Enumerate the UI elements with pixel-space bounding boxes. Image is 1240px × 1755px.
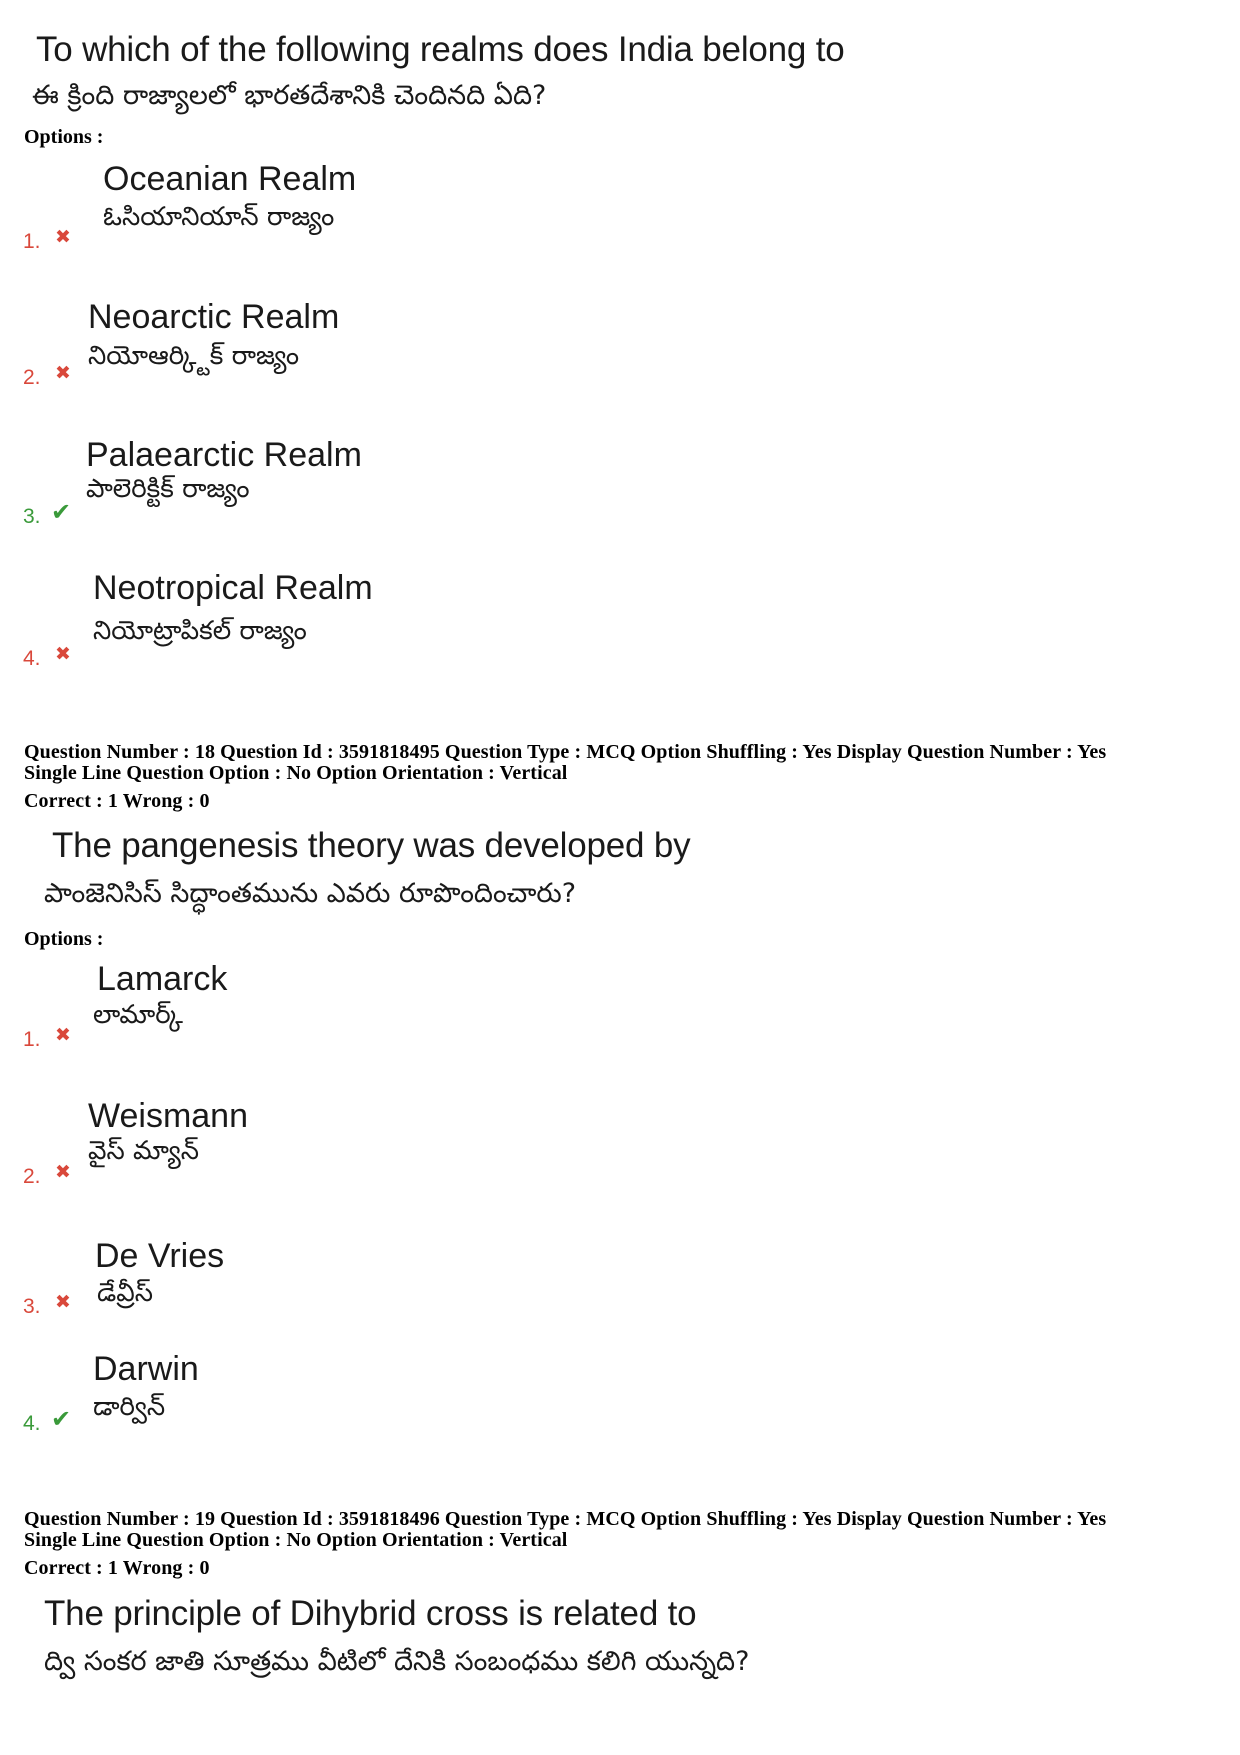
cross-icon: ✖	[55, 643, 71, 665]
q18-option-3-text-en: De Vries	[95, 1237, 225, 1275]
q17-option-4-text-te: నియోట్రాపికల్ రాజ్యం	[93, 616, 307, 646]
q18-option-2-text-te: వైస్ మ్యాన్	[88, 1136, 200, 1166]
cross-icon: ✖	[55, 1291, 71, 1313]
q17-option-1-number: 1.	[23, 230, 41, 253]
question-18-options-label: Options :	[24, 928, 104, 950]
q17-option-2-number: 2.	[23, 366, 41, 389]
q17-option-3-text-te: పాలెరిక్టిక్ రాజ్యం	[86, 474, 250, 504]
question-17-options-label: Options :	[24, 126, 104, 148]
q18-option-2-text-en: Weismann	[88, 1097, 248, 1135]
q17-option-1-text-te: ఓసియానియాన్ రాజ్యం	[103, 202, 335, 232]
q18-option-1-number: 1.	[23, 1028, 41, 1051]
question-18-text-en: The pangenesis theory was developed by	[52, 826, 691, 865]
q18-option-3-text-te: డేవ్రీస్	[97, 1278, 153, 1308]
cross-icon: ✖	[55, 226, 71, 248]
q18-option-2-number: 2.	[23, 1165, 41, 1188]
question-19-text-te: ద్వి సంకర జాతి సూత్రము వీటిలో దేనికి సంబంధము కలిగి యున్నది?	[44, 1646, 750, 1677]
q17-option-4-text-en: Neotropical Realm	[93, 569, 373, 607]
cross-icon: ✖	[55, 362, 71, 384]
q17-option-1-text-en: Oceanian Realm	[103, 160, 357, 198]
q18-option-1-text-te: లామార్క్	[93, 1000, 183, 1030]
question-18-meta-line-2: Single Line Question Option : No Option Orientation : Vertical	[24, 762, 568, 784]
cross-icon: ✖	[55, 1161, 71, 1183]
question-19-score: Correct : 1 Wrong : 0	[24, 1557, 210, 1579]
question-19-text-en: The principle of Dihybrid cross is related to	[44, 1594, 697, 1633]
q18-option-4-text-te: డార్విన్	[93, 1392, 166, 1422]
question-18-text-te: పాంజెనిసిస్ సిద్ధాంతమును ఎవరు రూపొందించారు?	[44, 878, 577, 909]
q17-option-3-number: 3.	[23, 505, 41, 528]
question-17-text-en: To which of the following realms does India belong to	[36, 30, 845, 69]
q18-option-4-text-en: Darwin	[93, 1350, 199, 1388]
question-19-meta-line-2: Single Line Question Option : No Option Orientation : Vertical	[24, 1529, 568, 1551]
question-18-score: Correct : 1 Wrong : 0	[24, 790, 210, 812]
cross-icon: ✖	[55, 1024, 71, 1046]
q17-option-4-number: 4.	[23, 647, 41, 670]
q18-option-4-number: 4.	[23, 1412, 41, 1435]
q17-option-2-text-en: Neoarctic Realm	[88, 298, 340, 336]
question-19-meta-line-1: Question Number : 19 Question Id : 3591818496 Question Type : MCQ Option Shuffling : Yes Display Question Number : Yes	[24, 1508, 1107, 1530]
check-icon: ✔	[51, 498, 72, 526]
question-17-text-te: ఈ క్రింది రాజ్యాలలో భారతదేశానికి చెందినది ఏది?	[32, 80, 547, 111]
q17-option-2-text-te: నియోఆర్క్టిక్ రాజ్యం	[88, 341, 300, 371]
check-icon: ✔	[51, 1405, 72, 1433]
q17-option-3-text-en: Palaearctic Realm	[86, 436, 362, 474]
q18-option-3-number: 3.	[23, 1295, 41, 1318]
q18-option-1-text-en: Lamarck	[97, 960, 228, 998]
question-18-meta-line-1: Question Number : 18 Question Id : 3591818495 Question Type : MCQ Option Shuffling : Yes Display Question Number : Yes	[24, 741, 1107, 763]
